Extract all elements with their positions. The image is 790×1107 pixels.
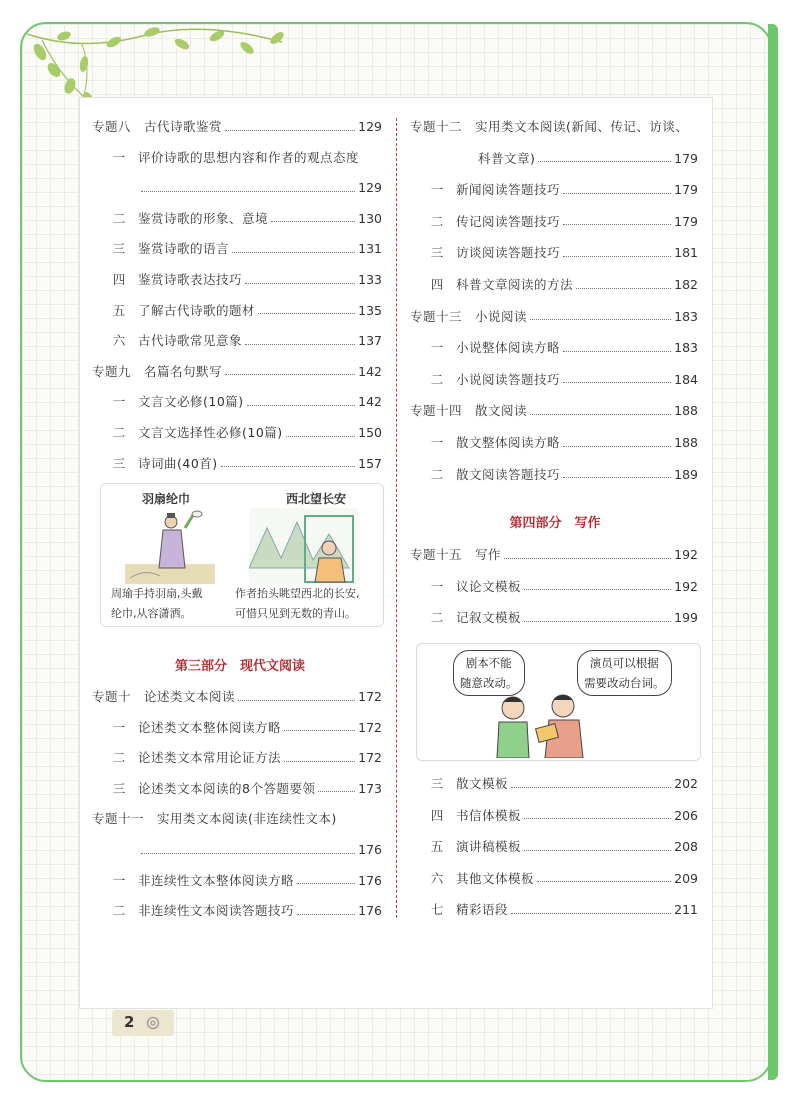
bubble-line: 演员可以根据 [589, 656, 659, 670]
toc-page-number[interactable]: 157 [358, 455, 382, 471]
toc-page-number[interactable]: 131 [358, 241, 382, 257]
toc-item-title[interactable]: 科普文章) [478, 150, 536, 166]
toc-item-title[interactable]: 文言文选择性必修(10篇) [138, 425, 283, 440]
page-ornament-icon [146, 1016, 160, 1030]
toc-page-number[interactable]: 129 [358, 119, 382, 134]
toc-leader-dots [530, 319, 671, 320]
toc-item-title[interactable]: 其他文体模板 [456, 870, 535, 886]
toc-item-title[interactable]: 散文模板 [456, 776, 509, 791]
toc-item-number: 二 [430, 371, 444, 387]
toc-item-title[interactable]: 鉴赏诗歌的语言 [138, 241, 230, 257]
toc-item-number: 二 [112, 903, 126, 919]
caption-xibei: 西北望长安 [285, 492, 346, 506]
toc-leader-dots [318, 791, 355, 792]
toc-item-title[interactable]: 鉴赏诗歌的形象、意境 [138, 210, 269, 226]
toc-row [92, 687, 382, 707]
toc-row [92, 718, 382, 738]
toc-page-number[interactable]: 176 [358, 872, 382, 888]
toc-row [92, 809, 382, 829]
toc-page-number[interactable]: 135 [358, 302, 382, 318]
toc-item-number: 五 [112, 302, 126, 318]
toc-topic-title[interactable]: 专题十一 实用类文本阅读(非连续性文本) [92, 811, 337, 827]
toc-item-title[interactable]: 鉴赏诗歌表达技巧 [138, 272, 243, 287]
toc-page-number[interactable]: 184 [674, 371, 698, 387]
toc-leader-dots [247, 405, 355, 406]
desc-line: 作者抬头眺望西北的长安, [235, 587, 360, 600]
illustration-right [416, 643, 701, 761]
toc-page-number[interactable]: 129 [358, 180, 382, 196]
two-people-figure-icon [493, 692, 603, 758]
toc-item-number: 三 [430, 776, 444, 791]
toc-leader-dots [225, 374, 355, 375]
toc-row [410, 180, 698, 200]
toc-page-number[interactable]: 211 [674, 902, 698, 918]
toc-row [410, 545, 698, 565]
toc-leader-dots [563, 256, 671, 257]
toc-page-number[interactable]: 202 [674, 776, 698, 791]
toc-row [410, 900, 698, 920]
toc-item-number: 三 [112, 780, 126, 796]
desc-line: 纶巾,从容潇洒。 [111, 607, 192, 620]
toc-topic-title[interactable]: 专题十五 写作 [410, 547, 502, 562]
toc-page-number[interactable]: 181 [674, 245, 698, 261]
toc-page-number[interactable]: 199 [674, 610, 698, 626]
toc-page-number[interactable]: 173 [358, 780, 382, 796]
toc-item-number: 二 [430, 610, 444, 626]
toc-topic-title[interactable]: 专题十 论述类文本阅读 [92, 689, 236, 704]
toc-item-title[interactable]: 小说阅读答题技巧 [456, 371, 561, 387]
toc-item-title[interactable]: 散文阅读答题技巧 [456, 466, 561, 482]
toc-row [410, 774, 698, 794]
toc-item-number: 一 [112, 394, 126, 410]
toc-row [410, 869, 698, 889]
toc-page-number[interactable]: 137 [358, 333, 382, 349]
toc-row [92, 423, 382, 443]
toc-topic-title[interactable]: 专题十二 实用类文本阅读(新闻、传记、访谈、 [410, 119, 689, 134]
illustration-left [100, 483, 384, 627]
toc-leader-dots [537, 881, 671, 882]
toc-row [92, 270, 382, 290]
toc-leader-dots [563, 193, 671, 194]
toc-leader-dots [238, 700, 355, 701]
toc-topic-title[interactable]: 专题八 古代诗歌鉴赏 [92, 119, 223, 134]
toc-item-number: 三 [430, 245, 444, 261]
zhouyu-figure-icon [125, 508, 215, 584]
toc-leader-dots [225, 130, 355, 131]
toc-leader-dots [563, 351, 671, 352]
toc-row [410, 465, 698, 485]
toc-page-number[interactable]: 142 [358, 394, 382, 410]
toc-page-number[interactable]: 209 [674, 870, 698, 886]
part4-title: 第四部分 写作 [509, 516, 601, 531]
toc-item-title[interactable]: 非连续性文本阅读答题技巧 [138, 903, 295, 919]
description-zhouyu [111, 584, 231, 624]
toc-leader-dots [297, 883, 355, 884]
column-divider [396, 118, 397, 918]
toc-item-title[interactable]: 文言文必修(10篇) [138, 394, 244, 410]
toc-topic-title[interactable]: 专题十三 小说阅读 [410, 308, 528, 324]
toc-item-number: 六 [430, 870, 444, 886]
toc-item-number: 三 [112, 241, 126, 257]
toc-page-number[interactable]: 142 [358, 363, 382, 379]
toc-row [410, 433, 698, 453]
toc-row [410, 117, 698, 137]
toc-page-number[interactable]: 183 [674, 308, 698, 324]
toc-page-number[interactable]: 208 [674, 839, 698, 855]
toc-row [410, 608, 698, 628]
toc-row [92, 748, 382, 768]
toc-item-number: 七 [430, 902, 444, 918]
toc-leader-dots [284, 761, 355, 762]
toc-item-title[interactable]: 论述类文本整体阅读方略 [138, 719, 282, 735]
toc-page-number[interactable]: 176 [358, 903, 382, 919]
toc-item-title[interactable]: 非连续性文本整体阅读方略 [138, 872, 295, 888]
toc-leader-dots [563, 477, 671, 478]
speech-bubble-left [453, 650, 525, 696]
toc-item-title[interactable]: 散文整体阅读方略 [456, 435, 561, 450]
toc-topic-title[interactable]: 专题九 名篇名句默写 [92, 363, 223, 379]
toc-item-number: 四 [112, 272, 126, 287]
toc-row [410, 401, 698, 421]
bubble-line: 需要改动台词。 [584, 676, 665, 690]
toc-leader-dots [284, 730, 355, 731]
toc-leader-dots [245, 283, 355, 284]
toc-leader-dots [563, 224, 671, 225]
toc-page-number[interactable]: 172 [358, 719, 382, 735]
toc-page-number[interactable]: 130 [358, 210, 382, 226]
toc-item-title[interactable]: 古代诗歌常见意象 [138, 333, 243, 349]
toc-item-number: 六 [112, 333, 126, 349]
toc-row [92, 901, 382, 921]
toc-page-number[interactable]: 133 [358, 272, 382, 287]
toc-row [92, 117, 382, 137]
toc-leader-dots [297, 914, 355, 915]
toc-row [92, 392, 382, 412]
toc-item-number: 一 [430, 578, 444, 594]
page-number: 2 [124, 1013, 135, 1031]
toc-item-title[interactable]: 科普文章阅读的方法 [456, 277, 574, 292]
toc-item-title[interactable]: 记叙文模板 [456, 610, 522, 626]
desc-line: 可惜只见到无数的青山。 [235, 607, 356, 620]
toc-page-number[interactable]: 192 [674, 547, 698, 562]
toc-page-number[interactable]: 179 [674, 182, 698, 198]
toc-row [92, 454, 382, 474]
desc-line: 周瑜手持羽扇,头戴 [111, 587, 203, 600]
toc-leader-dots [511, 787, 671, 788]
toc-item-title[interactable]: 小说整体阅读方略 [456, 340, 561, 356]
toc-row [92, 148, 382, 168]
toc-page-number[interactable]: 183 [674, 340, 698, 356]
caption-yushan: 羽扇纶巾 [141, 492, 190, 506]
toc-row [92, 362, 382, 382]
toc-item-title[interactable]: 新闻阅读答题技巧 [456, 182, 561, 198]
toc-page-number[interactable]: 172 [358, 750, 382, 766]
toc-item-number: 二 [430, 213, 444, 229]
toc-row [92, 331, 382, 351]
toc-leader-dots [141, 853, 355, 854]
toc-item-number: 四 [430, 277, 444, 292]
toc-page-number[interactable]: 179 [674, 213, 698, 229]
speech-bubble-right [577, 650, 672, 696]
toc-leader-dots [530, 414, 671, 415]
bubble-line: 剧本不能 [465, 656, 512, 670]
toc-item-number: 一 [430, 182, 444, 198]
toc-page-number[interactable]: 189 [674, 466, 698, 482]
toc-leader-dots [563, 382, 671, 383]
toc-leader-dots [524, 621, 671, 622]
toc-leader-dots [511, 913, 671, 914]
toc-item-title[interactable]: 论述类文本阅读的8个答题要领 [138, 780, 316, 796]
toc-leader-dots [245, 344, 355, 345]
bubble-line: 随意改动。 [460, 676, 518, 690]
toc-item-number: 一 [112, 872, 126, 888]
toc-item-number: 二 [112, 425, 126, 440]
toc-leader-dots [258, 313, 355, 314]
toc-page-number[interactable]: 179 [674, 150, 698, 166]
toc-row [410, 338, 698, 358]
toc-item-number: 一 [112, 149, 126, 165]
toc-item-title[interactable]: 议论文模板 [456, 578, 522, 594]
part3-title: 第三部分 现代文阅读 [174, 659, 305, 674]
toc-row [410, 275, 698, 295]
toc-page-number[interactable]: 192 [674, 578, 698, 594]
toc-page-number[interactable]: 182 [674, 277, 698, 292]
toc-item-title[interactable]: 论述类文本常用论证方法 [138, 750, 282, 766]
green-side-bar [768, 24, 778, 1080]
toc-item-number: 二 [112, 750, 126, 766]
toc-row [92, 871, 382, 891]
toc-row [410, 806, 698, 826]
toc-item-title[interactable]: 访谈阅读答题技巧 [456, 245, 561, 261]
toc-page-number[interactable]: 206 [674, 807, 698, 823]
toc-item-title[interactable]: 书信体模板 [456, 807, 522, 823]
toc-topic-title[interactable]: 专题十四 散文阅读 [410, 403, 528, 419]
toc-item-title[interactable]: 了解古代诗歌的题材 [138, 302, 256, 318]
toc-leader-dots [232, 252, 355, 253]
toc-item-number: 一 [112, 719, 126, 735]
toc-item-number: 四 [430, 807, 444, 823]
toc-row [410, 243, 698, 263]
toc-row [410, 577, 698, 597]
toc-leader-dots [504, 558, 671, 559]
toc-leader-dots [286, 436, 355, 437]
toc-row [92, 840, 382, 860]
description-xibei [235, 584, 381, 624]
toc-row [92, 301, 382, 321]
toc-item-number: 三 [112, 455, 126, 471]
toc-row [92, 779, 382, 799]
toc-row [410, 370, 698, 390]
toc-page-number[interactable]: 188 [674, 435, 698, 450]
toc-leader-dots [563, 446, 671, 447]
toc-leader-dots [524, 850, 671, 851]
toc-item-number: 二 [112, 210, 126, 226]
toc-page-number[interactable]: 150 [358, 425, 382, 440]
toc-leader-dots [271, 221, 355, 222]
toc-item-number: 一 [430, 435, 444, 450]
toc-row [92, 178, 382, 198]
toc-item-title[interactable]: 精彩语段 [456, 902, 509, 918]
toc-item-title[interactable]: 演讲稿模板 [456, 839, 522, 855]
toc-leader-dots [221, 466, 355, 467]
toc-row [92, 209, 382, 229]
toc-leader-dots [524, 589, 671, 590]
toc-item-title[interactable]: 诗词曲(40首) [138, 455, 218, 471]
toc-item-title[interactable]: 传记阅读答题技巧 [456, 213, 561, 229]
toc-item-number: 一 [430, 340, 444, 356]
toc-item-number: 二 [430, 466, 444, 482]
toc-row [410, 212, 698, 232]
page-number-tab [112, 1010, 174, 1036]
toc-row [92, 239, 382, 259]
toc-page-number[interactable]: 176 [358, 842, 382, 857]
toc-item-title[interactable]: 评价诗歌的思想内容和作者的观点态度 [138, 149, 360, 165]
toc-row [410, 149, 698, 169]
mountains-figure-icon [249, 508, 359, 584]
toc-leader-dots [538, 161, 671, 162]
toc-page-number[interactable]: 172 [358, 689, 382, 704]
toc-item-number: 五 [430, 839, 444, 855]
toc-leader-dots [524, 818, 671, 819]
toc-row [410, 837, 698, 857]
toc-row [410, 307, 698, 327]
toc-page-number[interactable]: 188 [674, 403, 698, 419]
toc-leader-dots [141, 191, 355, 192]
toc-leader-dots [576, 288, 671, 289]
